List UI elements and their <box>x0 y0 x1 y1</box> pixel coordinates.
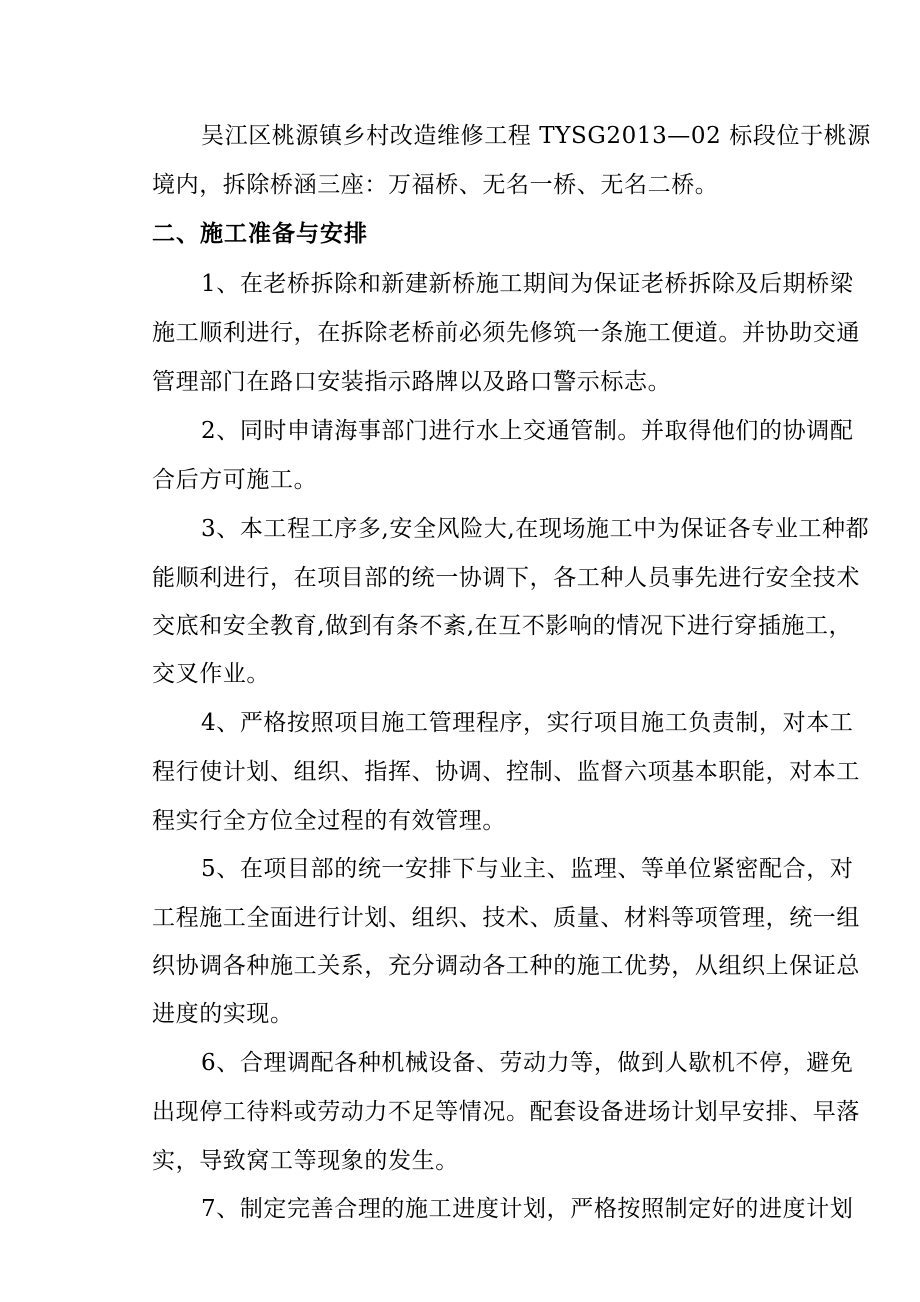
item-6-line-3: 实，导致窝工等现象的发生。 <box>152 1148 459 1174</box>
intro-line-2: 境内，拆除桥涵三座：万福桥、无名一桥、无名二桥。 <box>152 172 719 198</box>
intro-line-1: 吴江区桃源镇乡村改造维修工程 TYSG2013—02 标段位于桃源 <box>201 123 871 149</box>
item-3-line-2: 能顺利进行，在项目部的统一协调下，各工种人员事先进行安全技术 <box>152 565 860 591</box>
item-2-line-1: 2、同时申请海事部门进行水上交通管制。并取得他们的协调配 <box>201 418 854 444</box>
item-5-line-2: 工程施工全面进行计划、组织、技术、质量、材料等项管理，统一组 <box>152 905 860 931</box>
item-7-line-1: 7、制定完善合理的施工进度计划，严格按照制定好的进度计划 <box>201 1196 854 1222</box>
item-3-line-4: 交叉作业。 <box>152 661 270 687</box>
item-5-line-3: 织协调各种施工关系，充分调动各工种的施工优势，从组织上保证总 <box>152 953 860 979</box>
item-5-line-1: 5、在项目部的统一安排下与业主、监理、等单位紧密配合，对 <box>201 856 854 882</box>
item-6-line-1: 6、合理调配各种机械设备、劳动力等，做到人歇机不停，避免 <box>201 1050 854 1076</box>
item-4-line-2: 程行使计划、组织、指挥、协调、控制、监督六项基本职能，对本工 <box>152 759 860 785</box>
item-6-line-2: 出现停工待料或劳动力不足等情况。配套设备进场计划早安排、早落 <box>152 1099 860 1125</box>
item-1-line-3: 管理部门在路口安装指示路牌以及路口警示标志。 <box>152 369 672 395</box>
item-1-line-2: 施工顺利进行，在拆除老桥前必须先修筑一条施工便道。并协助交通 <box>152 320 860 346</box>
item-1-line-1: 1、在老桥拆除和新建新桥施工期间为保证老桥拆除及后期桥梁 <box>201 271 854 297</box>
section-heading: 二、施工准备与安排 <box>152 221 368 247</box>
item-2-line-2: 合后方可施工。 <box>152 467 318 493</box>
item-4-line-3: 程实行全方位全过程的有效管理。 <box>152 808 506 834</box>
item-3-line-3: 交底和安全教育,做到有条不紊,在互不影响的情况下进行穿插施工， <box>152 613 853 639</box>
item-3-line-1: 3、本工程工序多,安全风险大,在现场施工中为保证各专业工种都 <box>201 516 870 542</box>
item-4-line-1: 4、严格按照项目施工管理程序，实行项目施工负责制，对本工 <box>201 710 854 736</box>
item-5-line-4: 进度的实现。 <box>152 1001 294 1027</box>
